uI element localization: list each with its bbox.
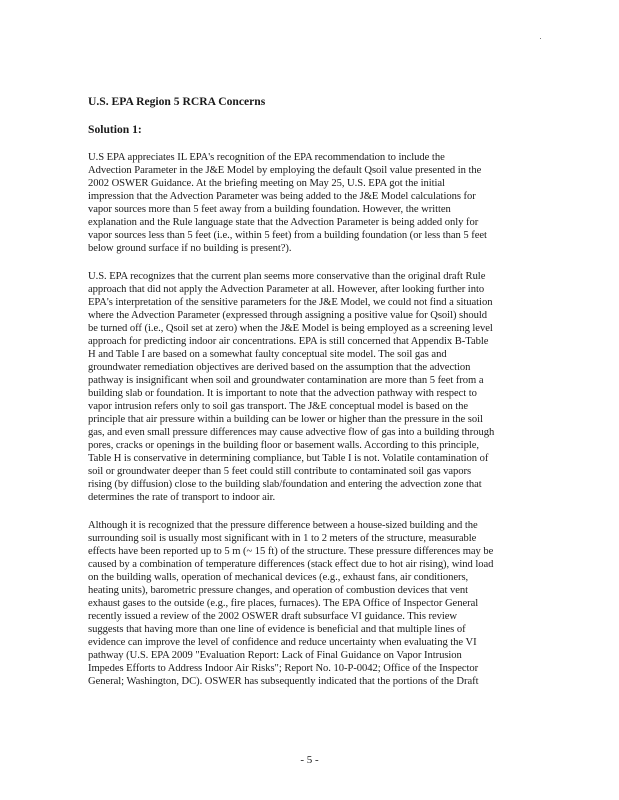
text-line: Table H is conservative in determining compliance, but Table I is not. Volatile contamination of xyxy=(88,453,489,465)
paragraph-1 xyxy=(88,151,544,255)
text-line: vapor sources more than 5 feet away from a building foundation. However, the written xyxy=(88,204,451,216)
text-line: General; Washington, DC). OSWER has subsequently indicated that the portions of the Draft xyxy=(88,676,479,688)
text-line: Although it is recognized that the pressure difference between a house-sized building and the xyxy=(88,519,478,531)
text-line: principle that air pressure within a building can be lower or higher than the pressure in the soil xyxy=(88,414,483,426)
text-line: EPA's interpretation of the sensitive parameters for the J&E Model, we could not find a situation xyxy=(88,296,493,308)
text-line: be turned off (i.e., Qsoil set at zero) when the J&E Model is being employed as a screening level xyxy=(88,322,493,334)
text-line: caused by a combination of temperature differences (stack effect due to hot air rising), wind load xyxy=(88,558,494,570)
text-line: suggests that having more than one line of evidence is beneficial and that multiple lines of xyxy=(88,623,466,635)
text-line: determines the rate of transport to indoor air. xyxy=(88,492,276,504)
text-line: approach for predicting indoor air concentrations. EPA is still concerned that Appendix B-Table xyxy=(88,335,489,347)
text-line: explanation and the Rule language state that the Advection Parameter is being added only for xyxy=(88,217,479,229)
text-line: soil or groundwater deeper than 5 feet could still contribute to contaminated soil gas vapors xyxy=(88,466,472,478)
text-line: surrounding soil is usually most significant with in 1 to 2 meters of the structure, measurable xyxy=(88,532,477,544)
scan-speck xyxy=(540,38,541,39)
text-line: exhaust gases to the outside (e.g., fire places, furnaces). The EPA Office of Inspector General xyxy=(88,597,479,609)
paragraph-3 xyxy=(88,519,544,689)
text-line: where the Advection Parameter (expressed through assigning a positive value for Qsoil) should xyxy=(88,309,487,321)
solution-label: Solution 1: xyxy=(88,123,142,136)
text-line: Advection Parameter in the J&E Model by employing the default Qsoil value presented in the xyxy=(88,165,482,177)
text-line: vapor intrusion refers only to soil gas transport. The J&E conceptual model is based on the xyxy=(88,401,469,413)
text-line: approach that did not apply the Advection Parameter at all. However, after looking further into xyxy=(88,283,485,295)
document-body xyxy=(88,95,544,702)
section-heading: U.S. EPA Region 5 RCRA Concerns xyxy=(88,95,266,108)
text-line: rising (by diffusion) close to the building slab/foundation and entering the advection zone that xyxy=(88,479,482,491)
text-line: 2002 OSWER Guidance. At the briefing meeting on May 25, U.S. EPA got the initial xyxy=(88,178,445,190)
text-line: impression that the Advection Parameter was being added to the J&E Model calculations for xyxy=(88,191,476,203)
text-line: pathway (U.S. EPA 2009 "Evaluation Report: Lack of Final Guidance on Vapor Intrusion xyxy=(88,650,462,662)
page-number: - 5 - xyxy=(300,754,319,766)
paragraph-2 xyxy=(88,270,544,505)
text-line: below ground surface if no building is present?). xyxy=(88,243,292,255)
text-line: evidence can improve the level of confidence and reduce uncertainty when evaluating the VI xyxy=(88,637,477,649)
text-line: effects have been reported up to 5 m (~ 15 ft) of the structure. These pressure differences may be xyxy=(88,545,494,557)
text-line: pathway is insignificant when soil and groundwater contamination are more than 5 feet from a xyxy=(88,374,484,386)
text-line: heating units), barometric pressure changes, and operation of combustion devices that vent xyxy=(88,584,468,596)
text-line: gas, and even small pressure differences may cause advective flow of gas into a building through xyxy=(88,427,495,439)
text-line: building slab or foundation. It is important to note that the advection pathway with respect to xyxy=(88,387,477,399)
text-line: groundwater remediation objectives are derived based on the assumption that the advection xyxy=(88,361,471,373)
text-line: U.S. EPA recognizes that the current plan seems more conservative than the original draft Rule xyxy=(88,270,486,282)
text-line: vapor sources less than 5 feet (i.e., within 5 feet) from a building foundation (or less than 5 feet xyxy=(88,230,487,242)
text-line: pores, cracks or openings in the building floor or basement walls. According to this principle, xyxy=(88,440,479,452)
text-line: Impedes Efforts to Address Indoor Air Risks"; Report No. 10-P-0042; Office of the Inspector xyxy=(88,663,479,675)
text-line: H and Table I are based on a somewhat faulty conceptual site model. The soil gas and xyxy=(88,348,447,360)
text-line: on the building walls, operation of mechanical devices (e.g., exhaust fans, air conditioners, xyxy=(88,571,469,583)
text-line: recently issued a review of the 2002 OSWER draft subsurface VI guidance. This review xyxy=(88,610,458,622)
text-line: U.S EPA appreciates IL EPA's recognition of the EPA recommendation to include the xyxy=(88,152,445,163)
